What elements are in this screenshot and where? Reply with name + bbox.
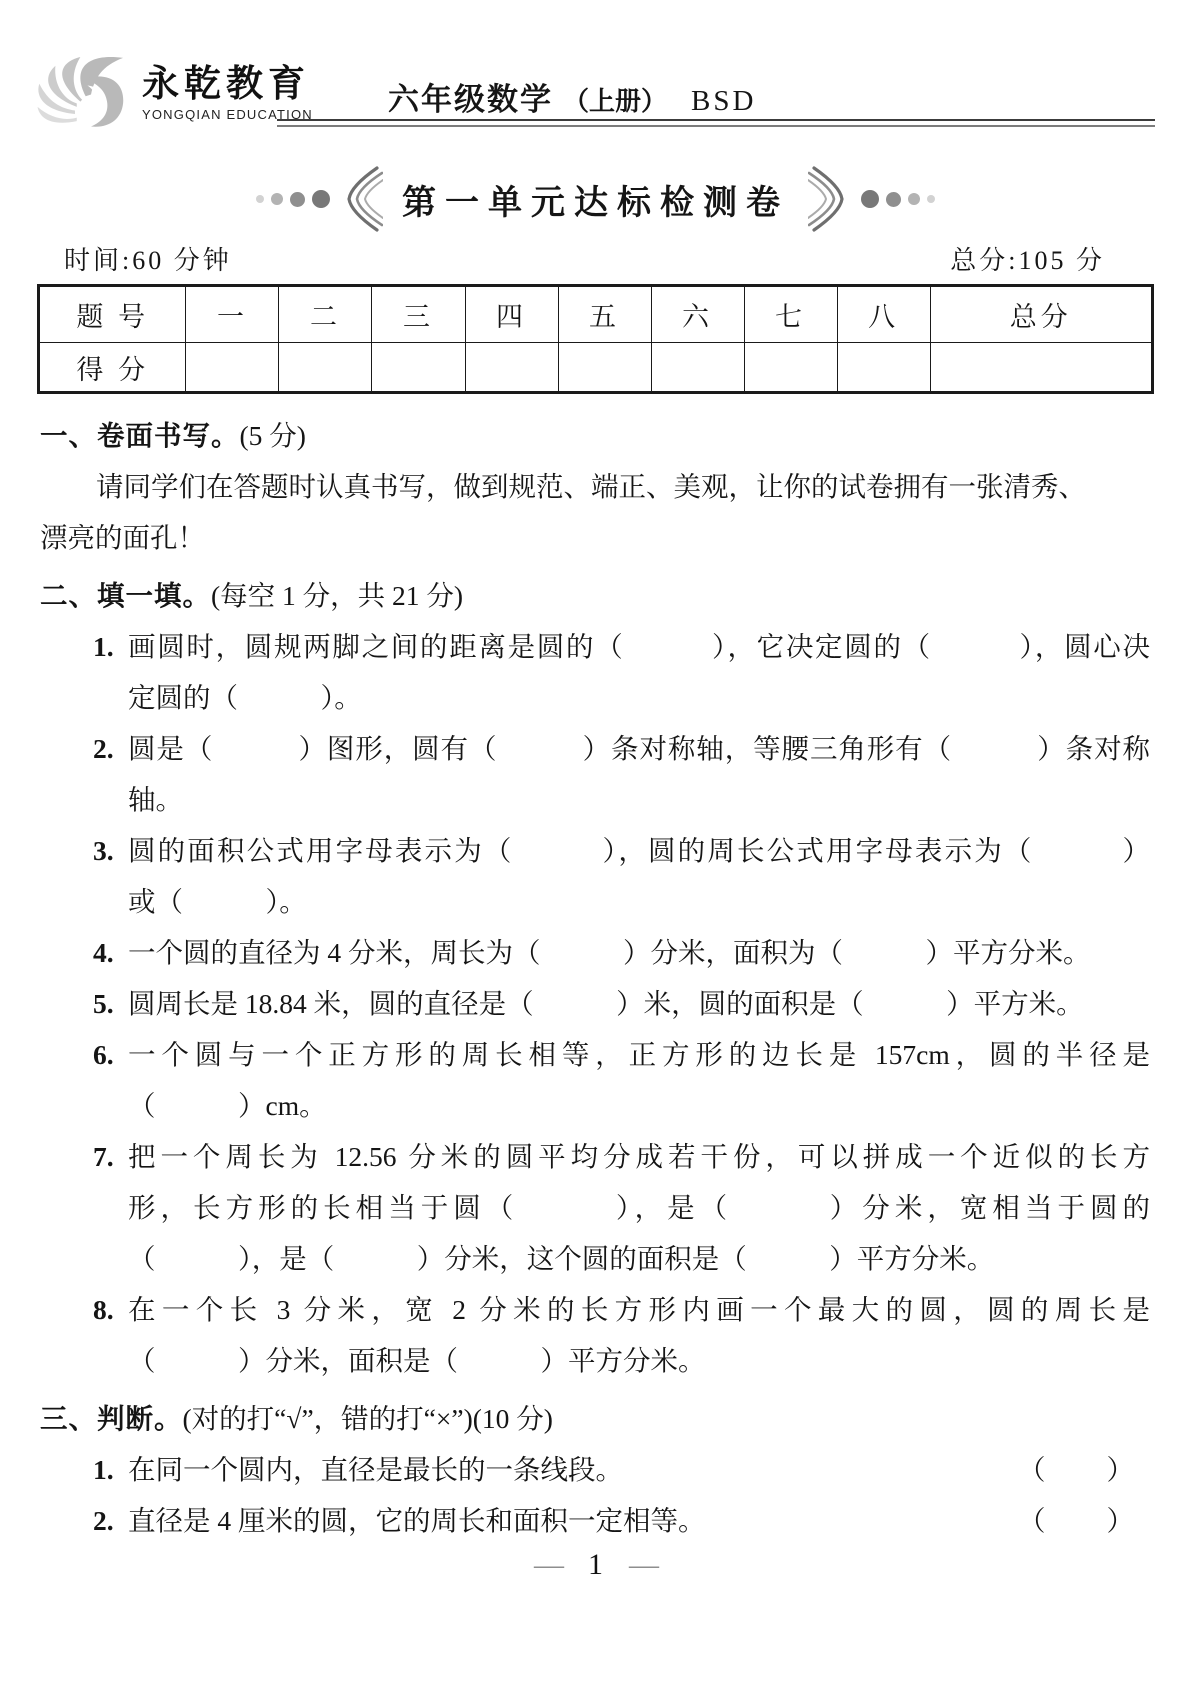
item-line: 画圆时，圆规两脚之间的距离是圆的（ ），它决定圆的（ ），圆心决 xyxy=(128,631,1150,662)
item-line: 一个圆与一个正方形的周长相等，正方形的边长是 157cm，圆的半径是 xyxy=(128,1039,1150,1070)
fill-item-7 xyxy=(40,1131,1150,1284)
score-cell xyxy=(372,343,465,393)
section2-label: 二、填一填。 xyxy=(40,580,211,611)
item-line: （ ）分米，面积是（ ）平方分米。 xyxy=(128,1345,706,1376)
phoenix-wing-icon xyxy=(34,50,132,138)
col-5: 五 xyxy=(558,286,651,343)
dot-icon xyxy=(312,190,330,208)
score-table xyxy=(37,284,1154,394)
item-line: 或（ ）。 xyxy=(128,886,307,917)
judge-item-1 xyxy=(40,1444,1150,1495)
col-3: 三 xyxy=(372,286,465,343)
score-cell xyxy=(465,343,558,393)
item-number: 5. xyxy=(93,988,114,1019)
page-number: 1 xyxy=(588,1548,603,1581)
item-number: 7. xyxy=(93,1141,114,1172)
fill-item-3 xyxy=(40,825,1150,927)
item-number: 2. xyxy=(93,1505,114,1536)
item-number: 1. xyxy=(93,631,114,662)
col-1: 一 xyxy=(186,286,279,343)
masthead-subject: 六年级数学 xyxy=(388,82,553,117)
item-line: 一个圆的直径为 4 分米，周长为（ ）分米，面积为（ ）平方分米。 xyxy=(128,937,1091,968)
score-cell xyxy=(651,343,744,393)
score-cell xyxy=(186,343,279,393)
item-line: 形，长方形的长相当于圆（ ），是（ ）分米，宽相当于圆的 xyxy=(128,1192,1150,1223)
item-number: 3. xyxy=(93,835,114,866)
dot-icon xyxy=(290,192,305,207)
item-line: 把一个周长为 12.56 分米的圆平均分成若干份，可以拼成一个近似的长方 xyxy=(128,1141,1150,1172)
item-number: 8. xyxy=(93,1294,114,1325)
section3-heading xyxy=(40,1393,1150,1444)
score-cell xyxy=(930,343,1152,393)
dot-icon xyxy=(886,192,901,207)
fill-item-4 xyxy=(40,927,1150,978)
exam-body xyxy=(40,410,1150,1546)
publisher-name xyxy=(142,66,313,122)
score-table-header-row xyxy=(39,286,1153,343)
judge-item-2 xyxy=(40,1495,1150,1546)
score-cell xyxy=(558,343,651,393)
dot-icon xyxy=(927,195,935,203)
masthead-volume: （上册） xyxy=(563,86,668,116)
judge-statement: 在同一个圆内，直径是最长的一条线段。 xyxy=(128,1454,623,1485)
score-cell xyxy=(744,343,837,393)
item-line: 圆是（ ）图形，圆有（ ）条对称轴，等腰三角形有（ ）条对称 xyxy=(128,733,1150,764)
title-band xyxy=(0,166,1191,232)
section2-heading xyxy=(40,570,1150,621)
fill-item-6 xyxy=(40,1029,1150,1131)
dot-icon xyxy=(271,193,283,205)
col-6: 六 xyxy=(651,286,744,343)
fill-item-1 xyxy=(40,621,1150,723)
section1-paragraph xyxy=(40,461,1150,563)
section3-label: 三、判断。 xyxy=(40,1403,183,1434)
item-number: 6. xyxy=(93,1039,114,1070)
fill-item-5 xyxy=(40,978,1150,1029)
judge-answer-blank: （ ） xyxy=(1018,1505,1136,1536)
publisher-name-en: YONGQIAN EDUCATION xyxy=(142,106,313,122)
score-label: 得 分 xyxy=(39,343,186,393)
section1-note: (5 分) xyxy=(239,420,306,451)
paragraph-line: 请同学们在答题时认真书写，做到规范、端正、美观，让你的试卷拥有一张清秀、 xyxy=(96,471,1086,502)
publisher-logo xyxy=(34,50,313,138)
dot-icon xyxy=(861,190,879,208)
publisher-name-zh: 永乾教育 xyxy=(142,64,310,106)
item-line: 轴。 xyxy=(128,784,183,815)
col-total: 总分 xyxy=(930,286,1152,343)
item-line: （ ），是（ ）分米，这个圆的面积是（ ）平方分米。 xyxy=(128,1243,995,1274)
title-dots-left xyxy=(256,190,330,208)
masthead-edition: BSD xyxy=(691,85,757,117)
item-line: 圆的面积公式用字母表示为（ ），圆的周长公式用字母表示为（ ） xyxy=(128,835,1150,866)
section1-heading xyxy=(40,410,1150,461)
item-line: （ ）cm。 xyxy=(128,1090,327,1121)
title-bracket-right-icon xyxy=(808,166,848,232)
col-2: 二 xyxy=(279,286,372,343)
score-table-score-row xyxy=(39,343,1153,393)
item-number: 2. xyxy=(93,733,114,764)
page-footer xyxy=(0,1548,1191,1582)
exam-duration: 时间:60 分钟 xyxy=(64,246,232,275)
score-cell xyxy=(279,343,372,393)
footer-dash: — xyxy=(534,1548,562,1581)
judge-statement: 直径是 4 厘米的圆，它的周长和面积一定相等。 xyxy=(128,1505,706,1536)
judge-answer-blank: （ ） xyxy=(1018,1454,1136,1485)
fill-item-2 xyxy=(40,723,1150,825)
title-bracket-left-icon xyxy=(343,166,383,232)
item-line: 定圆的（ ）。 xyxy=(128,682,362,713)
dot-icon xyxy=(256,195,264,203)
score-cell xyxy=(837,343,930,393)
exam-total-score: 总分:105 分 xyxy=(950,246,1105,275)
item-number: 1. xyxy=(93,1454,114,1485)
dot-icon xyxy=(908,193,920,205)
item-line: 在一个长 3 分米，宽 2 分米的长方形内画一个最大的圆，圆的周长是 xyxy=(128,1294,1150,1325)
col-8: 八 xyxy=(837,286,930,343)
section1-label: 一、卷面书写。 xyxy=(40,420,240,451)
paragraph-line: 漂亮的面孔！ xyxy=(40,522,205,553)
header-double-rule xyxy=(277,119,1155,127)
footer-dash: — xyxy=(629,1548,657,1581)
item-number: 4. xyxy=(93,937,114,968)
col-7: 七 xyxy=(744,286,837,343)
section2-note: (每空 1 分，共 21 分) xyxy=(211,580,464,611)
masthead xyxy=(388,74,756,119)
title-dots-right xyxy=(861,190,935,208)
item-line: 圆周长是 18.84 米，圆的直径是（ ）米，圆的面积是（ ）平方米。 xyxy=(128,988,1084,1019)
col-4: 四 xyxy=(465,286,558,343)
fill-item-8 xyxy=(40,1284,1150,1386)
page-title: 第一单元达标检测卷 xyxy=(402,183,789,222)
question-number-label: 题 号 xyxy=(39,286,186,343)
section3-note: (对的打“√”，错的打“×”)(10 分) xyxy=(182,1403,553,1434)
